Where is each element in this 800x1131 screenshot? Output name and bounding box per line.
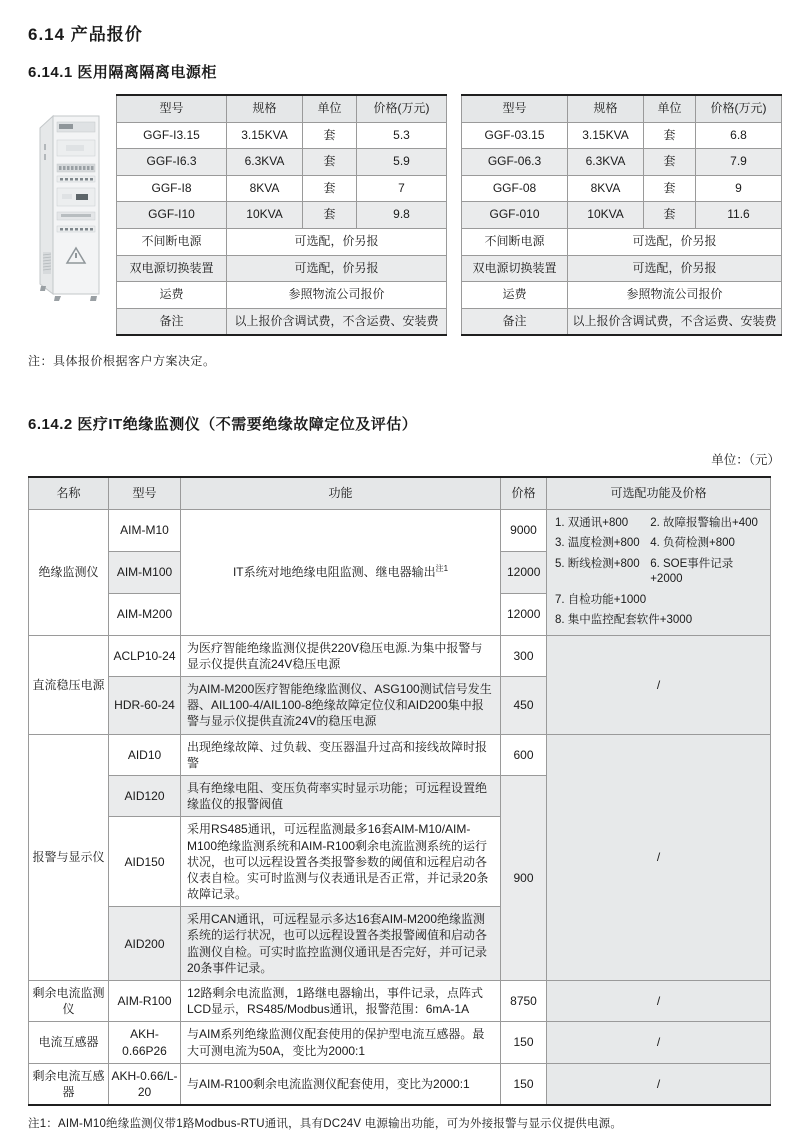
table-cell: GGF-03.15 xyxy=(462,122,568,149)
optional-feature-item: 2. 故障报警输出+400 xyxy=(650,516,758,529)
column-header: 名称 xyxy=(29,477,109,509)
table-cell: 9.8 xyxy=(357,202,447,229)
model-cell: HDR-60-24 xyxy=(109,677,181,735)
optional-feature-item: 7. 自检功能+1000 xyxy=(555,593,647,606)
model-cell: AID150 xyxy=(109,817,181,907)
table-cell: 套 xyxy=(303,122,357,149)
price-cell: 8750 xyxy=(501,981,547,1022)
row-value: 参照物流公司报价 xyxy=(227,282,447,309)
model-cell: AIM-M100 xyxy=(109,551,181,593)
table-row xyxy=(117,122,447,149)
optional-feature-item: 3. 温度检测+800 xyxy=(555,537,640,550)
table-cell: 套 xyxy=(644,175,696,202)
cabinet-photo xyxy=(28,94,116,315)
power-cabinet-price-table-left xyxy=(116,94,447,336)
column-header: 价格(万元) xyxy=(357,95,447,122)
footnote-ref: 注1 xyxy=(435,563,449,573)
row-label: 双电源切换装置 xyxy=(462,255,568,282)
row-label: 备注 xyxy=(117,308,227,335)
table-cell: 套 xyxy=(303,202,357,229)
row-label: 不间断电源 xyxy=(462,228,568,255)
table-cell: 6.3KVA xyxy=(568,149,644,176)
column-header: 单位 xyxy=(644,95,696,122)
row-label: 不间断电源 xyxy=(117,228,227,255)
table-row xyxy=(462,175,782,202)
optional-features-list xyxy=(555,516,762,629)
row-label: 双电源切换装置 xyxy=(117,255,227,282)
column-header: 规格 xyxy=(568,95,644,122)
optional-features-cell: / xyxy=(547,1022,771,1063)
table-row xyxy=(117,149,447,176)
table-row xyxy=(462,282,782,309)
table-cell: 套 xyxy=(644,202,696,229)
table-row xyxy=(117,255,447,282)
table-row xyxy=(117,175,447,202)
table-row xyxy=(462,202,782,229)
optional-features-cell: / xyxy=(547,635,771,734)
column-header: 规格 xyxy=(227,95,303,122)
column-header: 型号 xyxy=(117,95,227,122)
table-cell: 套 xyxy=(644,149,696,176)
footnote-1: 注1：AIM-M10绝缘监测仪带1路Modbus-RTU通讯，具有DC24V 电源输出功能，可为外接报警与显示仪提供电源。 xyxy=(28,1118,623,1131)
it-monitor-price-table xyxy=(28,476,771,1106)
function-cell: 12路剩余电流监测，1路继电器输出，事件记录，点阵式LCD显示，RS485/Modbus通讯，报警范围：6mA-1A xyxy=(181,981,501,1022)
optional-features-cell: / xyxy=(547,981,771,1022)
table-cell: GGF-I8 xyxy=(117,175,227,202)
row-label: 运费 xyxy=(117,282,227,309)
table-row xyxy=(462,308,782,335)
power-cabinet-image xyxy=(28,102,114,310)
row-value: 可选配，价另报 xyxy=(568,255,782,282)
table-row xyxy=(462,228,782,255)
optional-features-cell: / xyxy=(547,734,771,980)
model-cell: AIM-R100 xyxy=(109,981,181,1022)
table-cell: 套 xyxy=(644,122,696,149)
model-cell: AID10 xyxy=(109,734,181,775)
price-cell: 300 xyxy=(501,635,547,676)
table-note: 注：具体报价根据客户方案决定。 xyxy=(28,354,216,369)
row-label: 运费 xyxy=(462,282,568,309)
table-cell: 8KVA xyxy=(568,175,644,202)
model-cell: AKH-0.66/L-20 xyxy=(109,1063,181,1105)
table-cell: GGF-08 xyxy=(462,175,568,202)
model-cell: AIM-M200 xyxy=(109,593,181,635)
row-label: 备注 xyxy=(462,308,568,335)
table-row xyxy=(29,1022,771,1063)
optional-feature-item: 1. 双通讯+800 xyxy=(555,516,629,529)
price-cell: 9000 xyxy=(501,509,547,551)
table-cell: 7.9 xyxy=(696,149,782,176)
model-cell: ACLP10-24 xyxy=(109,635,181,676)
price-cell: 12000 xyxy=(501,551,547,593)
table-cell: 7 xyxy=(357,175,447,202)
table-cell: GGF-010 xyxy=(462,202,568,229)
row-value: 以上报价含调试费，不含运费、安装费 xyxy=(568,308,782,335)
table-row xyxy=(29,734,771,775)
table-cell: 11.6 xyxy=(696,202,782,229)
column-header: 型号 xyxy=(462,95,568,122)
table-row xyxy=(462,255,782,282)
row-value: 可选配，价另报 xyxy=(227,255,447,282)
optional-feature-item: 6. SOE事件记录+2000 xyxy=(650,557,734,586)
optional-feature-item: 4. 负荷检测+800 xyxy=(650,537,735,550)
category-cell: 报警与显示仪 xyxy=(29,734,109,980)
price-cell: 900 xyxy=(501,775,547,980)
model-cell: AID200 xyxy=(109,907,181,981)
table-cell: 10KVA xyxy=(568,202,644,229)
column-header: 价格(万元) xyxy=(696,95,782,122)
unit-label: 单位：（元） xyxy=(711,453,780,468)
column-header: 可选配功能及价格 xyxy=(547,477,771,509)
function-cell: 采用RS485通讯，可远程监测最多16套AIM-M10/AIM-M100绝缘监测系统和AIM-R100剩余电流监测系统的运行状况，也可以远程设置各类报警参数的阈值和远程启动各仪表自检。实可时监测与仪表通讯是否正常，并记录20条故障记录。 xyxy=(181,817,501,907)
subsection-title-power-cabinet: 6.14.1 医用隔离隔离电源柜 xyxy=(28,64,217,81)
price-cell: 12000 xyxy=(501,593,547,635)
table-cell: 10KVA xyxy=(227,202,303,229)
table-row xyxy=(29,635,771,676)
category-cell: 剩余电流监测仪 xyxy=(29,981,109,1022)
column-header: 单位 xyxy=(303,95,357,122)
function-cell: 为AIM-M200医疗智能绝缘监测仪、ASG100测试信号发生器、AIL100-4/AIL100-8绝缘故障定位仪和AID200集中报警与显示仪提供直流24V的稳压电源 xyxy=(181,677,501,735)
table-row xyxy=(117,282,447,309)
table-row xyxy=(462,122,782,149)
optional-features-cell: / xyxy=(547,1063,771,1105)
optional-feature-item: 8. 集中监控配套软件+3000 xyxy=(555,614,693,627)
power-cabinet-price-table-right xyxy=(461,94,782,336)
table-cell: 5.3 xyxy=(357,122,447,149)
table-row xyxy=(29,1063,771,1105)
function-cell: IT系统对地绝缘电阻监测、继电器输出$^{注1}$ xyxy=(181,509,501,635)
row-value: 参照物流公司报价 xyxy=(568,282,782,309)
table-cell: 3.15KVA xyxy=(227,122,303,149)
model-cell: AKH-0.66P26 xyxy=(109,1022,181,1063)
function-cell: 与AIM系列绝缘监测仪配套使用的保护型电流互感器。最大可测电流为50A，变比为2000:1 xyxy=(181,1022,501,1063)
table-row xyxy=(117,308,447,335)
column-header: 型号 xyxy=(109,477,181,509)
table-row xyxy=(29,981,771,1022)
table-cell: 套 xyxy=(303,175,357,202)
price-cell: 600 xyxy=(501,734,547,775)
price-cell: 450 xyxy=(501,677,547,735)
table-cell: GGF-06.3 xyxy=(462,149,568,176)
optional-features-cell xyxy=(547,509,771,635)
column-header: 价格 xyxy=(501,477,547,509)
table-cell: 9 xyxy=(696,175,782,202)
price-cell: 150 xyxy=(501,1022,547,1063)
table-cell: 6.3KVA xyxy=(227,149,303,176)
category-cell: 剩余电流互感器 xyxy=(29,1063,109,1105)
row-value: 可选配，价另报 xyxy=(568,228,782,255)
price-cell: 150 xyxy=(501,1063,547,1105)
table-cell: GGF-I6.3 xyxy=(117,149,227,176)
table-row xyxy=(29,509,771,551)
power-cabinet-section xyxy=(28,94,782,336)
category-cell: 电流互感器 xyxy=(29,1022,109,1063)
function-cell: 采用CAN通讯，可远程显示多达16套AIM-M200绝缘监测系统的运行状况，也可以远程设置各类报警阈值和启动各监测仪自检。可实时监控监测仪通讯是否完好，并可记录20条事件记录。 xyxy=(181,907,501,981)
function-cell: 具有绝缘电阻、变压负荷率实时显示功能；可远程设置绝缘监仪的报警阀值 xyxy=(181,775,501,816)
table-row xyxy=(462,149,782,176)
table-row xyxy=(117,228,447,255)
row-value: 以上报价含调试费，不含运费、安装费 xyxy=(227,308,447,335)
table-cell: 6.8 xyxy=(696,122,782,149)
table-cell: 套 xyxy=(303,149,357,176)
function-cell: 与AIM-R100剩余电流监测仪配套使用，变比为2000:1 xyxy=(181,1063,501,1105)
optional-feature-item: 5. 断线检测+800 xyxy=(555,557,640,570)
table-cell: 8KVA xyxy=(227,175,303,202)
table-cell: 3.15KVA xyxy=(568,122,644,149)
subsection-title-it-monitor: 6.14.2 医疗IT绝缘监测仪（不需要绝缘故障定位及评估） xyxy=(28,416,418,434)
table-row xyxy=(117,202,447,229)
row-value: 可选配，价另报 xyxy=(227,228,447,255)
table-cell: 5.9 xyxy=(357,149,447,176)
category-cell: 绝缘监测仪 xyxy=(29,509,109,635)
section-title: 6.14 产品报价 xyxy=(28,25,143,44)
function-cell: 出现绝缘故障、过负载、变压器温升过高和接线故障时报警 xyxy=(181,734,501,775)
table-cell: GGF-I10 xyxy=(117,202,227,229)
model-cell: AIM-M10 xyxy=(109,509,181,551)
model-cell: AID120 xyxy=(109,775,181,816)
category-cell: 直流稳压电源 xyxy=(29,635,109,734)
column-header: 功能 xyxy=(181,477,501,509)
table-cell: GGF-I3.15 xyxy=(117,122,227,149)
function-cell: 为医疗智能绝缘监测仪提供220V稳压电源.为集中报警与显示仪提供直流24V稳压电源 xyxy=(181,635,501,676)
